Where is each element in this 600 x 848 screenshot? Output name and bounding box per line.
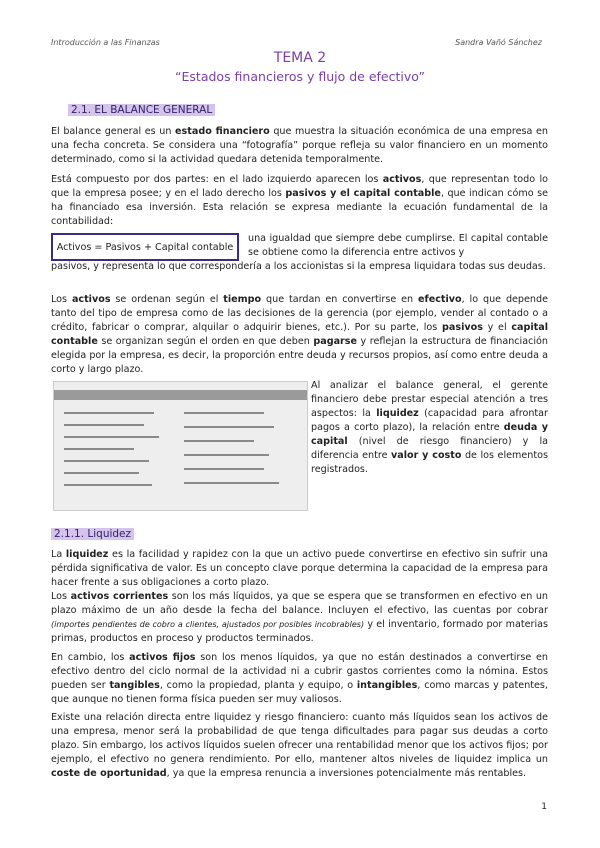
- page-number: 1: [541, 802, 547, 812]
- paragraph-order: Los activos se ordenan según el tiempo que tardan en convertirse en efectivo, lo que depende tanto del tipo de empresa como de las decisiones de la gerencia (por ejemplo, vender al contado o a crédito, fabricar o comprar, alquilar o adquirir bienes, etc.). Por su parte, los pasivos y el capital contable se organizan según el orden en que deben pagarse y reflejan la estructura de financiación elegida por la empresa, es decir, la proporción entre deuda y recursos propios, así como entre deuda a corto y largo plazo.: [51, 294, 548, 375]
- paragraph-equation-a: una igualdad que siempre debe cumplirse. El capital contable se obtiene como la diferencia entre activos y: [248, 233, 548, 258]
- section-heading-balance: 2.1. EL BALANCE GENERAL: [68, 104, 215, 116]
- header-author: Sandra Vañó Sánchez: [455, 38, 542, 47]
- paragraph-activos-corrientes: Los activos corrientes son los más líquidos, ya que se espera que se transformen en efectivo en un plazo máximo de un año desde la fecha del balance. Incluyen el efectivo, las cuentas por cobrar (importes pendientes de cobro a clientes, ajustados por posibles incobrables) y el inventario, formado por materias primas, productos en proceso y productos terminados.: [51, 591, 549, 644]
- paragraph-intro: El balance general es un estado financiero que muestra la situación económica de una empresa en una fecha concreta. Se considera una “fotografía” porque refleja su valor financiero en un momento determinado, como si la actividad quedara detenida temporalmente.: [51, 126, 548, 165]
- paragraph-analysis: Al analizar el balance general, el gerente financiero debe prestar especial atención a tres aspectos: la liquidez (capacidad para afrontar pagos a corto plazo), la relación entre deuda y capital (nivel de riesgo financiero) y la diferencia entre valor y costo de los elementos registrados.: [311, 380, 549, 475]
- equation-box: Activos = Pasivos + Capital contable: [51, 233, 239, 261]
- balance-sheet-image: [53, 381, 308, 511]
- paragraph-activos-fijos: En cambio, los activos fijos son los menos líquidos, ya que no están destinados a convertirse en efectivo dentro del ciclo normal de la actividad ni a cubrir gastos corrientes como la nómina. Estos pueden ser tangibles, como la propiedad, planta y equipo, o intangibles, como marcas y patentes, que aunque no tienen forma física pueden ser muy valiosos.: [51, 652, 548, 705]
- paragraph-riesgo: Existe una relación directa entre liquidez y riesgo financiero: cuanto más líquidos sean los activos de una empresa, menor será la probabilidad de que tenga dificultades para pagar sus deudas a corto plazo. Sin embargo, los activos líquidos suelen ofrecer una rentabilidad menor que los activos fijos; por ejemplo, el efectivo no genera rendimiento. Por ello, mantener altos niveles de liquidez implica un coste de oportunidad, ya que la empresa renuncia a inversiones potencialmente más rentables.: [51, 712, 548, 779]
- page-title: TEMA 2: [273, 50, 327, 66]
- paragraph-equation-b: pasivos, y representa lo que correspondería a los accionistas si la empresa liquidara todas sus deudas.: [51, 261, 546, 272]
- page-subtitle: “Estados financieros y flujo de efectivo”: [175, 69, 425, 84]
- header-course: Introducción a las Finanzas: [51, 38, 160, 47]
- section-heading-liquidez: 2.1.1. Liquidez: [51, 528, 134, 540]
- paragraph-liquidez: La liquidez es la facilidad y rapidez con la que un activo puede convertirse en efectivo sin sufrir una pérdida significativa de valor. Es un concepto clave porque determina la capacidad de la empresa para hacer frente a sus obligaciones a corto plazo.: [51, 549, 548, 588]
- paragraph-composition: Está compuesto por dos partes: en el lado izquierdo aparecen los activos, que representan todo lo que la empresa posee; y en el lado derecho los pasivos y el capital contable, que indican cómo se ha financiado esa inversión. Esta relación se expresa mediante la ecuación fundamental de la contabilidad:: [51, 174, 548, 227]
